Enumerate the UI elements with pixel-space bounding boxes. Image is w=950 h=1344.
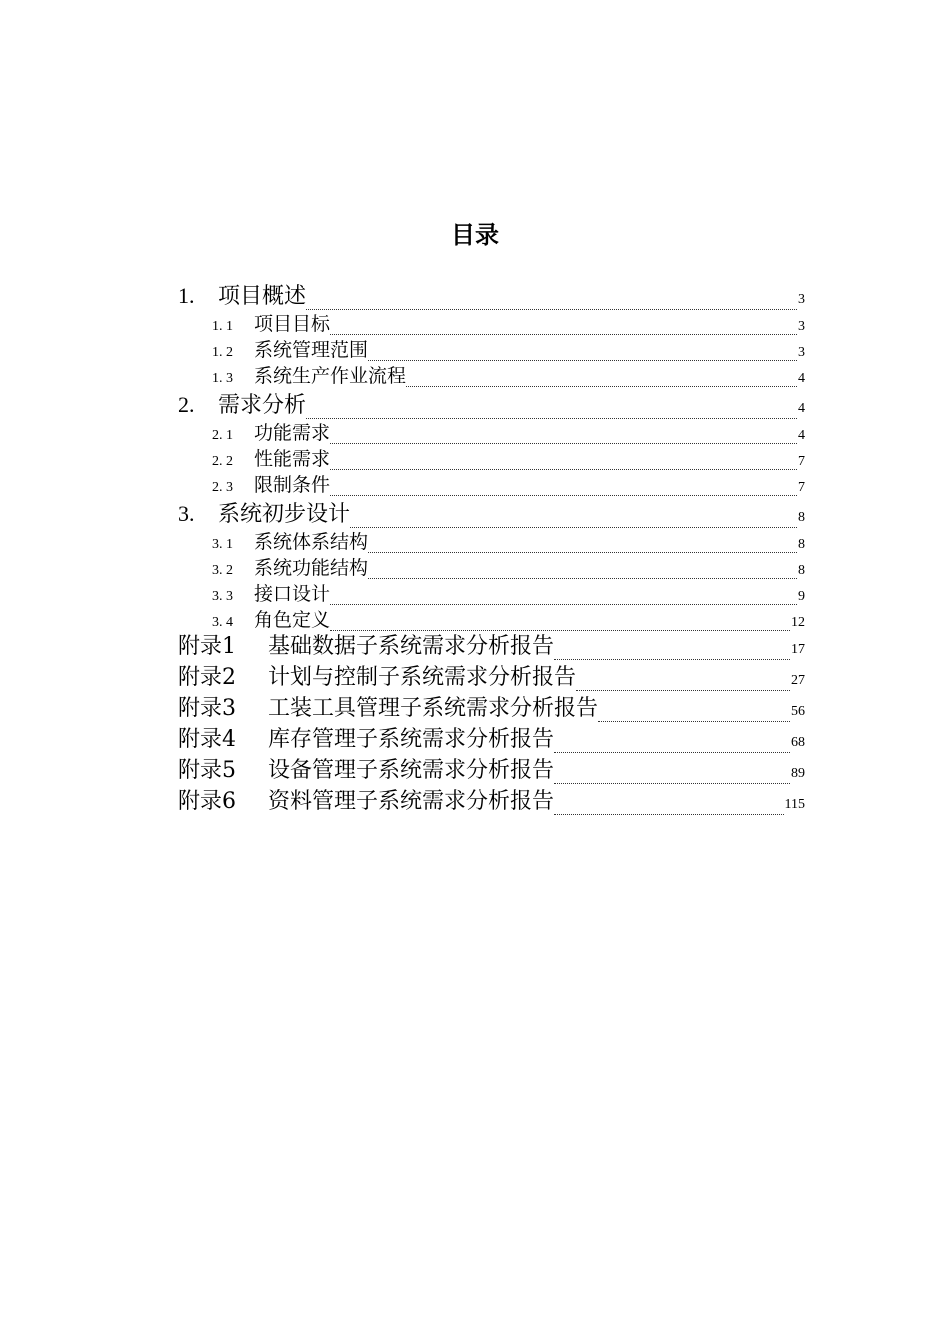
toc-entry-section-1-3[interactable] — [212, 363, 805, 392]
dot-leader — [554, 814, 784, 815]
toc-entry-label: 项目概述 — [218, 284, 307, 309]
dot-leader — [598, 721, 790, 722]
dot-leader — [330, 443, 797, 444]
toc-entry-label: 需求分析 — [218, 393, 307, 418]
dot-leader — [554, 783, 790, 784]
toc-entry-label: 接口设计 — [254, 583, 331, 605]
toc-entry-appendix-3[interactable] — [178, 694, 805, 727]
toc-entry-page: 8 — [798, 563, 805, 578]
toc-entry-label: 基础数据子系统需求分析报告 — [268, 634, 555, 659]
toc-entry-label: 角色定义 — [254, 609, 331, 631]
toc-entry-appendix-5[interactable] — [178, 756, 805, 789]
toc-entry-label: 设备管理子系统需求分析报告 — [268, 758, 555, 783]
toc-entry-appendix-6[interactable] — [178, 787, 805, 820]
toc-entry-number: 2. — [178, 392, 195, 417]
toc-entry-number: 3. 1 — [212, 537, 233, 552]
toc-entry-number: 1. 1 — [212, 319, 233, 334]
toc-entry-page: 3 — [798, 319, 805, 334]
toc-entry-page: 3 — [798, 292, 805, 307]
toc-entry-page: 8 — [798, 537, 805, 552]
toc-entry-chapter-3[interactable] — [178, 499, 805, 533]
toc-entry-label: 工装工具管理子系统需求分析报告 — [268, 696, 599, 721]
toc-entry-label: 系统功能结构 — [254, 557, 369, 579]
toc-entry-chapter-1[interactable] — [178, 281, 805, 315]
toc-entry-section-2-3[interactable] — [212, 472, 805, 501]
dot-leader — [554, 752, 790, 753]
toc-entry-page: 12 — [791, 615, 805, 630]
toc-entry-label: 资料管理子系统需求分析报告 — [268, 789, 555, 814]
toc-entry-section-3-2[interactable] — [212, 555, 805, 584]
toc-entry-number: 1. 3 — [212, 371, 233, 386]
toc-entry-page: 115 — [784, 797, 805, 812]
toc-entry-number: 附录5 — [178, 758, 236, 783]
toc-entry-page: 4 — [798, 401, 805, 416]
toc-entry-page: 17 — [791, 642, 805, 657]
toc-entry-page: 27 — [791, 673, 805, 688]
toc-entry-number: 3. 3 — [212, 589, 233, 604]
toc-entry-label: 性能需求 — [254, 448, 331, 470]
toc-entry-page: 4 — [798, 428, 805, 443]
toc-entry-label: 项目目标 — [254, 313, 331, 335]
toc-entry-page: 7 — [798, 480, 805, 495]
toc-entry-section-2-2[interactable] — [212, 446, 805, 475]
toc-entry-label: 功能需求 — [254, 422, 331, 444]
dot-leader — [306, 309, 797, 310]
toc-entry-page: 8 — [798, 510, 805, 525]
toc-entry-label: 系统体系结构 — [254, 531, 369, 553]
toc-entry-label: 系统初步设计 — [218, 502, 351, 527]
toc-entry-page: 89 — [791, 766, 805, 781]
toc-entry-number: 2. 2 — [212, 454, 233, 469]
dot-leader — [306, 418, 797, 419]
toc-entry-number: 2. 1 — [212, 428, 233, 443]
toc-entry-number: 1. 2 — [212, 345, 233, 360]
toc-entry-number: 附录2 — [178, 665, 236, 690]
dot-leader — [368, 578, 797, 579]
toc-entry-appendix-1[interactable] — [178, 632, 805, 665]
toc-entry-label: 系统生产作业流程 — [254, 365, 407, 387]
dot-leader — [330, 469, 797, 470]
toc-entry-number: 3. — [178, 501, 195, 526]
toc-entry-section-1-2[interactable] — [212, 337, 805, 366]
toc-entry-page: 56 — [791, 704, 805, 719]
toc-entry-number: 2. 3 — [212, 480, 233, 495]
dot-leader — [330, 334, 797, 335]
toc-entry-appendix-4[interactable] — [178, 725, 805, 758]
dot-leader — [350, 527, 797, 528]
dot-leader — [576, 690, 790, 691]
toc-entry-appendix-2[interactable] — [178, 663, 805, 696]
dot-leader — [368, 360, 797, 361]
toc-entry-number: 附录1 — [178, 634, 236, 659]
toc-entry-label: 限制条件 — [254, 474, 331, 496]
toc-entry-number: 1. — [178, 283, 195, 308]
dot-leader — [554, 659, 790, 660]
dot-leader — [330, 495, 797, 496]
toc-entry-number: 附录6 — [178, 789, 236, 814]
toc-entry-page: 68 — [791, 735, 805, 750]
toc-entry-label: 计划与控制子系统需求分析报告 — [268, 665, 577, 690]
toc-entry-page: 7 — [798, 454, 805, 469]
toc-entry-chapter-2[interactable] — [178, 390, 805, 424]
toc-entry-section-1-1[interactable] — [212, 311, 805, 340]
toc-entry-number: 3. 4 — [212, 615, 233, 630]
toc-entry-number: 附录3 — [178, 696, 236, 721]
toc-entry-label: 库存管理子系统需求分析报告 — [268, 727, 555, 752]
toc-entry-section-3-1[interactable] — [212, 529, 805, 558]
toc-entry-section-2-1[interactable] — [212, 420, 805, 449]
toc-entry-number: 3. 2 — [212, 563, 233, 578]
dot-leader — [406, 386, 797, 387]
dot-leader — [330, 604, 797, 605]
dot-leader — [330, 630, 790, 631]
dot-leader — [368, 552, 797, 553]
toc-entry-page: 9 — [798, 589, 805, 604]
page-title: 目录 — [451, 221, 499, 249]
toc-entry-page: 4 — [798, 371, 805, 386]
toc-entry-page: 3 — [798, 345, 805, 360]
toc-entry-number: 附录4 — [178, 727, 236, 752]
toc-entry-section-3-3[interactable] — [212, 581, 805, 610]
toc-entry-label: 系统管理范围 — [254, 339, 369, 361]
